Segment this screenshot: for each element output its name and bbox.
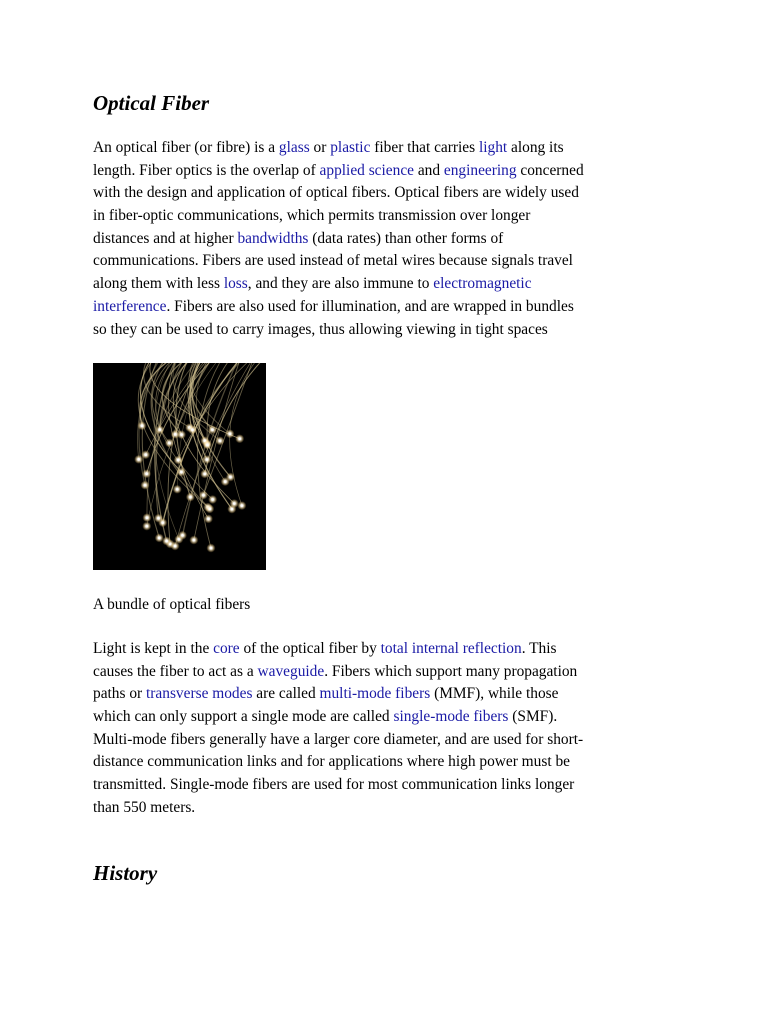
body-paragraph (93, 638, 683, 820)
figure-caption: A bundle of optical fibers (93, 596, 251, 613)
text-run: along its (507, 139, 564, 156)
text-run: so they can be used to carry images, thus allowing viewing in tight spaces (93, 320, 548, 338)
text-line (93, 250, 683, 273)
text-line (93, 706, 683, 729)
fiber-bundle-illustration (93, 363, 266, 570)
fiber-tip (157, 517, 160, 520)
text-run: are called (252, 685, 320, 703)
text-run: , and they are also immune to (247, 275, 434, 293)
text-run: of the optical fiber by (239, 640, 381, 657)
text-line (93, 683, 683, 706)
fiber-tip (145, 525, 148, 528)
text-run: length. Fiber optics is the overlap of (93, 161, 320, 179)
text-run: An optical fiber (or fibre) is a (93, 139, 279, 156)
text-run: along them with less (93, 275, 224, 293)
fiber-tip (180, 471, 183, 474)
fiber-tip (191, 429, 194, 432)
fiber-tip (168, 442, 171, 445)
text-run: paths or (93, 685, 147, 703)
text-line (93, 797, 683, 820)
fiber-tip (137, 458, 140, 461)
text-run: fiber that carries (370, 139, 479, 156)
text-line (93, 319, 683, 342)
text-run: concerned (516, 161, 584, 179)
text-run: (MMF), while those (430, 685, 559, 703)
fiber-tip (174, 433, 177, 436)
text-run: which can only support a single mode are called (93, 708, 394, 726)
text-run: with the design and application of optical fibers. Optical fibers are widely used (93, 184, 579, 202)
text-run: Light is kept in the (93, 640, 214, 657)
fiber-tip (181, 534, 184, 537)
text-line (93, 638, 683, 661)
text-run: Multi-mode fibers generally have a larger core diameter, and are used for short- (93, 730, 584, 748)
fiber-tip (229, 432, 232, 435)
text-run: . This (521, 640, 557, 657)
text-line (93, 774, 683, 797)
wiki-link[interactable]: single-mode fibers (393, 708, 509, 726)
text-line (93, 661, 683, 684)
text-run: . Fibers are also used for illumination, and are wrapped in bundles (166, 297, 574, 315)
text-line (93, 751, 683, 774)
fiber-tip (208, 508, 211, 511)
wiki-link[interactable]: glass (278, 139, 310, 156)
fiber-tip (146, 516, 149, 519)
wiki-link[interactable]: total internal reflection (380, 640, 522, 657)
wiki-link[interactable]: waveguide (257, 662, 325, 680)
text-run: distances and at higher (93, 229, 238, 247)
fiber-tip (224, 480, 227, 483)
fiber-tip (229, 476, 232, 479)
fiber-tip (211, 498, 214, 501)
wiki-link[interactable]: engineering (443, 161, 517, 179)
text-line (93, 182, 683, 205)
text-run: . Fibers which support many propagation (324, 662, 578, 680)
fiber-tip (144, 453, 147, 456)
fiber-tip (176, 488, 179, 491)
page-title: Optical Fiber (93, 91, 210, 115)
fiber-tip (203, 473, 206, 476)
fiber-tip (193, 539, 196, 542)
text-line (93, 205, 683, 228)
fiber-tip (206, 444, 209, 447)
fiber-tip (211, 428, 214, 431)
fiber-tip (158, 537, 161, 540)
wiki-link[interactable]: multi-mode fibers (319, 685, 431, 703)
fiber-tip (159, 428, 162, 431)
wiki-link[interactable]: interference (93, 297, 167, 315)
text-run: distance communication links and for applications where high power must be (93, 753, 570, 771)
fiber-tip (210, 547, 213, 550)
fiber-tip (202, 494, 205, 497)
fiber-tip (219, 439, 222, 442)
text-line (93, 729, 683, 752)
fiber-tip (165, 540, 168, 543)
fiber-tip (174, 545, 177, 548)
wiki-link[interactable]: loss (223, 275, 248, 293)
fiber-tip (189, 496, 192, 499)
wiki-link[interactable]: light (478, 139, 508, 156)
text-line (93, 296, 683, 319)
fiber-tip (241, 504, 244, 507)
fiber-tip (233, 502, 236, 505)
fiber-tip (141, 424, 144, 427)
fiber-tip (180, 433, 183, 436)
wiki-link[interactable]: electromagnetic (433, 275, 532, 293)
fiber-tip (144, 484, 147, 487)
wiki-link[interactable]: core (213, 640, 240, 657)
text-run: and (413, 161, 444, 179)
fiber-tip (206, 458, 209, 461)
wiki-link[interactable]: applied science (319, 161, 414, 179)
text-line (93, 273, 683, 296)
text-run: communications. Fibers are used instead of metal wires because signals travel (93, 252, 573, 270)
fiber-tip (145, 472, 148, 475)
optical-fiber-bundle-image (93, 363, 266, 570)
text-run: than 550 meters. (93, 798, 196, 816)
fiber-tip (177, 459, 180, 462)
text-line (93, 228, 683, 251)
text-run: transmitted. Single-mode fibers are used for most communication links longer (93, 776, 575, 794)
fiber-tip (161, 521, 164, 524)
text-line (93, 160, 683, 183)
text-run: or (309, 139, 331, 156)
text-run: (data rates) than other forms of (308, 229, 504, 247)
text-line (93, 137, 683, 160)
fiber-tip (238, 437, 241, 440)
wiki-link[interactable]: plastic (330, 139, 371, 156)
wiki-link[interactable]: bandwidths (237, 229, 309, 247)
fiber-tip (231, 508, 234, 511)
text-run: in fiber-optic communications, which permits transmission over longer (93, 207, 531, 225)
text-run: causes the fiber to act as a (93, 662, 258, 680)
history-heading: History (93, 861, 158, 885)
wiki-link[interactable]: transverse modes (146, 685, 253, 703)
intro-paragraph (93, 137, 683, 341)
fiber-strand (230, 363, 263, 506)
fiber-tip (207, 518, 210, 521)
text-run: (SMF). (508, 708, 558, 726)
